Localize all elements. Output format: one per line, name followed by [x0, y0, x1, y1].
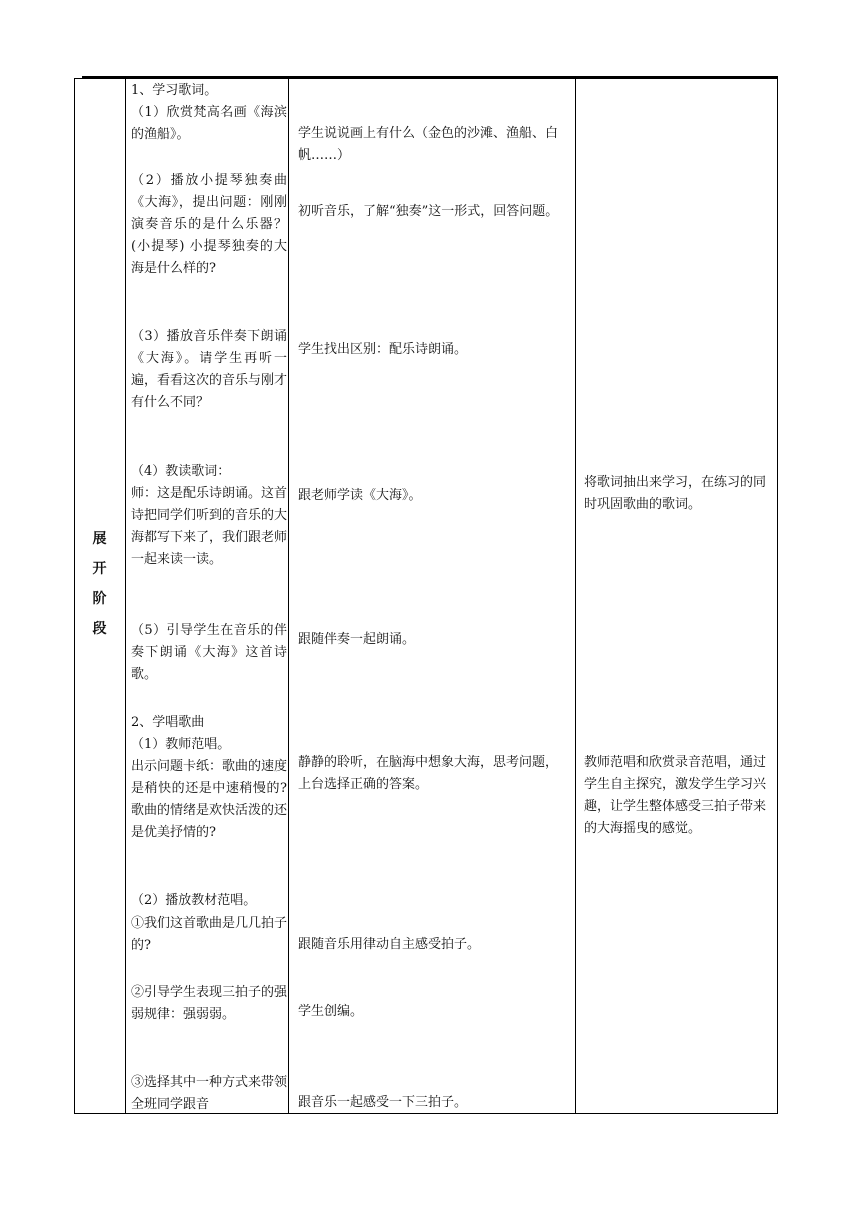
- stage-char-3: 阶: [92, 591, 107, 607]
- student-activity-3: 学生找出区别：配乐诗朗诵。: [298, 342, 468, 357]
- teacher-step-1-5: （5）引导学生在音乐的伴奏下朗诵《大海》这首诗歌。: [131, 623, 287, 682]
- teacher-substep-3: ③选择其中一种方式来带领全班同学跟音: [131, 1075, 288, 1112]
- design-intent-1: 将歌词抽出来学习，在练习的同时巩固歌曲的歌词。: [584, 475, 767, 512]
- stage-char-4: 段: [92, 621, 107, 637]
- student-activity-4: 跟老师学读《大海》。: [298, 488, 422, 503]
- teacher-step-1-3: （3）播放音乐伴奏下朗诵《大海》。请学生再听一遍，看看这次的音乐与刚才有什么不同？: [131, 329, 288, 410]
- section-1-title: 1、学习歌词。: [131, 83, 218, 98]
- student-activity-6: 静静的聆听，在脑海中想象大海，思考问题，上台选择正确的答案。: [298, 755, 559, 792]
- teacher-step-1-4: （4）教读歌词： 师：这是配乐诗朗诵。这首诗把同学们听到的音乐的大海都写下来了，我们跟老师一起来读一读。: [131, 464, 288, 567]
- teacher-step-1-1: （1）欣赏梵高名画《海滨的渔船》。: [131, 105, 287, 142]
- design-intent-2: 教师范唱和欣赏录音范唱，通过学生自主探究，激发学生学习兴趣，让学生整体感受三拍子带来的大海摇曳的感觉。: [584, 755, 767, 836]
- teacher-step-1-2: （2）播放小提琴独奏曲《大海》，提出问题：刚刚演奏音乐的是什么乐器？(小提琴) 小提琴独奏的大海是什么样的?: [131, 173, 287, 276]
- stage-label: [74, 524, 125, 644]
- column-divider-3: [575, 78, 576, 1114]
- student-activity-5: 跟随伴奏一起朗诵。: [298, 632, 416, 647]
- column-divider-1: [125, 78, 126, 1114]
- stage-char-1: 展: [92, 531, 107, 547]
- student-activity-2: 初听音乐，了解“独奏”这一形式，回答问题。: [298, 204, 559, 219]
- teacher-substep-1: ①我们这首歌曲是几几拍子的?: [131, 916, 288, 953]
- section-2-title: 2、学唱歌曲: [131, 715, 205, 730]
- student-activity-7: 跟随音乐用律动自主感受拍子。: [298, 937, 481, 952]
- teacher-substep-2: ②引导学生表现三拍子的强弱规律：强弱弱。: [131, 985, 288, 1022]
- student-activity-1: 学生说说画上有什么（金色的沙滩、渔船、白帆……）: [298, 126, 559, 163]
- column-divider-2: [288, 78, 289, 1114]
- teacher-step-2-1: （1）教师范唱。 出示问题卡纸：歌曲的速度是稍快的还是中速稍慢的?歌曲的情绪是欢快活泼的还是优美抒情的?: [131, 737, 288, 840]
- student-activity-9: 跟音乐一起感受一下三拍子。: [298, 1095, 468, 1110]
- teacher-step-2-2: （2）播放教材范唱。: [131, 893, 257, 908]
- student-activity-8: 学生创编。: [298, 1004, 364, 1019]
- stage-char-2: 开: [92, 561, 107, 577]
